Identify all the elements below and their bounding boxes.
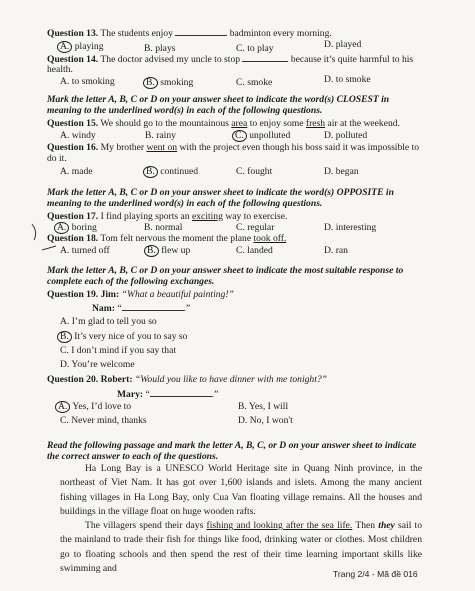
question-18-stem: Question 18. Tom felt nervous the moment the plane took off. [47, 233, 287, 244]
question-label: Question 13. [47, 28, 99, 39]
answer-blank [150, 388, 212, 397]
instruction-closest-line1: Mark the letter A, B, C or D on your answer sheet to indicate the word(s) CLOSEST in [47, 94, 390, 105]
question-19-stem: Question 19. Jim: “What a beautiful painting!” [47, 289, 234, 300]
circled-letter: B. [143, 166, 158, 178]
question-label: Question 20. [47, 374, 99, 385]
q14-option-d: D. to smoke [324, 74, 371, 85]
q17-option-d: D. interesting [324, 222, 377, 233]
q17-option-a: A. boring [57, 222, 97, 234]
q13-option-a: A. playing [60, 41, 104, 53]
instruction-closest-line2: meaning to the underlined word(s) in each of the following questions. [47, 105, 323, 116]
question-label: Question 15. [47, 118, 99, 129]
answer-blank [122, 302, 184, 311]
circled-letter: B. [57, 331, 72, 343]
q14-option-c: C. smoke [236, 77, 273, 88]
q17-option-c: C. regular [236, 222, 275, 233]
q13-option-b: B. plays [144, 43, 176, 54]
q16-option-a: A. made [60, 166, 93, 177]
question-label: Question 17. [47, 211, 99, 222]
circled-letter: A. [54, 222, 69, 234]
q18-option-c: C. landed [236, 245, 273, 256]
q16-option-b: B. continued [146, 166, 198, 178]
q15-option-d: D. polluted [324, 130, 368, 141]
question-label: Question 14. [47, 54, 99, 65]
q15-option-c: C. unpolluted [235, 130, 290, 142]
question-label: Question 16. [47, 142, 99, 153]
instruction-response-line2: complete each of the following exchanges. [47, 276, 215, 287]
q16-option-c: C. fought [236, 166, 273, 177]
page-footer: Trang 2/4 - Mã đề 016 [333, 569, 418, 579]
instruction-passage-line2: the correct answer to each of the questions. [47, 451, 219, 462]
q14-stem-line2: health. [47, 64, 73, 75]
question-15-stem: Question 15. We should go to the mountainous area to enjoy some fresh air at the weekend. [47, 118, 400, 129]
q13-option-c: C. to play [236, 43, 274, 54]
q20-option-b: B. Yes, I will [238, 401, 289, 412]
q19-option-c: C. I don’t mind if you say that [60, 345, 177, 356]
instruction-response-line1: Mark the letter A, B, C or D on your answer sheet to indicate the most suitable response to [47, 265, 404, 276]
q18-option-b: B. flew up [147, 245, 190, 257]
q19-option-b: B. It’s very nice of you to say so [60, 331, 187, 343]
passage-paragraph-1: Ha Long Bay is a UNESCO World Heritage site in Quang Ninh province, in the northeast of Viet Nam. It has got over 1,600 islands and islets. Among the many ancient fishing villages in Ha Long Bay, only Cua Van floating village remains. All the houses and buildings in the village float on huge wooden rafts. [60, 463, 422, 517]
q19-reply-line: Nam: “ .” [92, 303, 191, 314]
answer-blank [242, 53, 288, 62]
circled-letter: A. [55, 401, 70, 413]
q20-option-d: D. No, I won't [238, 415, 293, 426]
answer-blank [175, 27, 227, 36]
q19-option-a: A. I’m glad to tell you so [60, 316, 157, 327]
q16-option-d: D. began [324, 166, 359, 177]
circled-letter: A. [57, 41, 72, 53]
question-20-stem: Question 20. Robert: “Would you like to have dinner with me tonight?” [47, 374, 328, 385]
instruction-passage-line1: Read the following passage and mark the letter A, B, C, or D on your answer sheet to indicate [47, 440, 417, 451]
circled-letter: C. [232, 130, 247, 142]
q18-option-a: A. turned off [60, 245, 110, 256]
question-17-stem: Question 17. I find playing sports an exciting way to exercise. [47, 211, 288, 222]
pen-mark-icon [28, 216, 60, 256]
q14-option-b: B. smoking [146, 77, 193, 89]
q13-option-d: D. played [324, 39, 362, 50]
q15-option-b: B. rainy [145, 130, 176, 141]
q17-option-b: B. normal [144, 222, 183, 233]
q19-option-d: D. You’re welcome [60, 359, 135, 370]
question-13-stem: Question 13. The students enjoy badminton every morning. [47, 28, 332, 39]
question-label: Question 19. [47, 289, 99, 300]
question-14-stem: Question 14. The doctor advised my uncle to stop because it’s quite harmful to his [47, 54, 414, 65]
instruction-opposite-line1: Mark the letter A, B, C or D on your answer sheet to indicate the word(s) OPPOSITE in [47, 187, 394, 198]
q14-option-a: A. to smoking [60, 76, 115, 87]
circled-letter: B. [143, 77, 158, 89]
q20-reply-line: Mary: “ .” [117, 389, 219, 400]
q20-option-c: C. Never mind, thanks [60, 415, 147, 426]
q15-option-a: A. windy [60, 130, 96, 141]
question-label: Question 18. [47, 233, 99, 244]
q18-option-d: D. ran [324, 245, 348, 256]
q20-option-a: A. Yes, I’d love to [58, 401, 131, 413]
instruction-opposite-line2: meaning to the underlined word(s) in each of the following questions. [47, 198, 323, 209]
q16-stem-line2: do it. [47, 153, 67, 164]
question-16-stem: Question 16. My brother went on with the project even though his boss said it was impossible to [47, 142, 420, 153]
circled-letter: B. [144, 245, 159, 257]
passage-paragraph-2: The villagers spend their days fishing and looking after the sea life. Then they sail to the mainland to trade their fish for things like food, drinking water or clothes. Most children go to floating schools and then spend the rest of their time learning important skills like swimming and [60, 520, 423, 574]
